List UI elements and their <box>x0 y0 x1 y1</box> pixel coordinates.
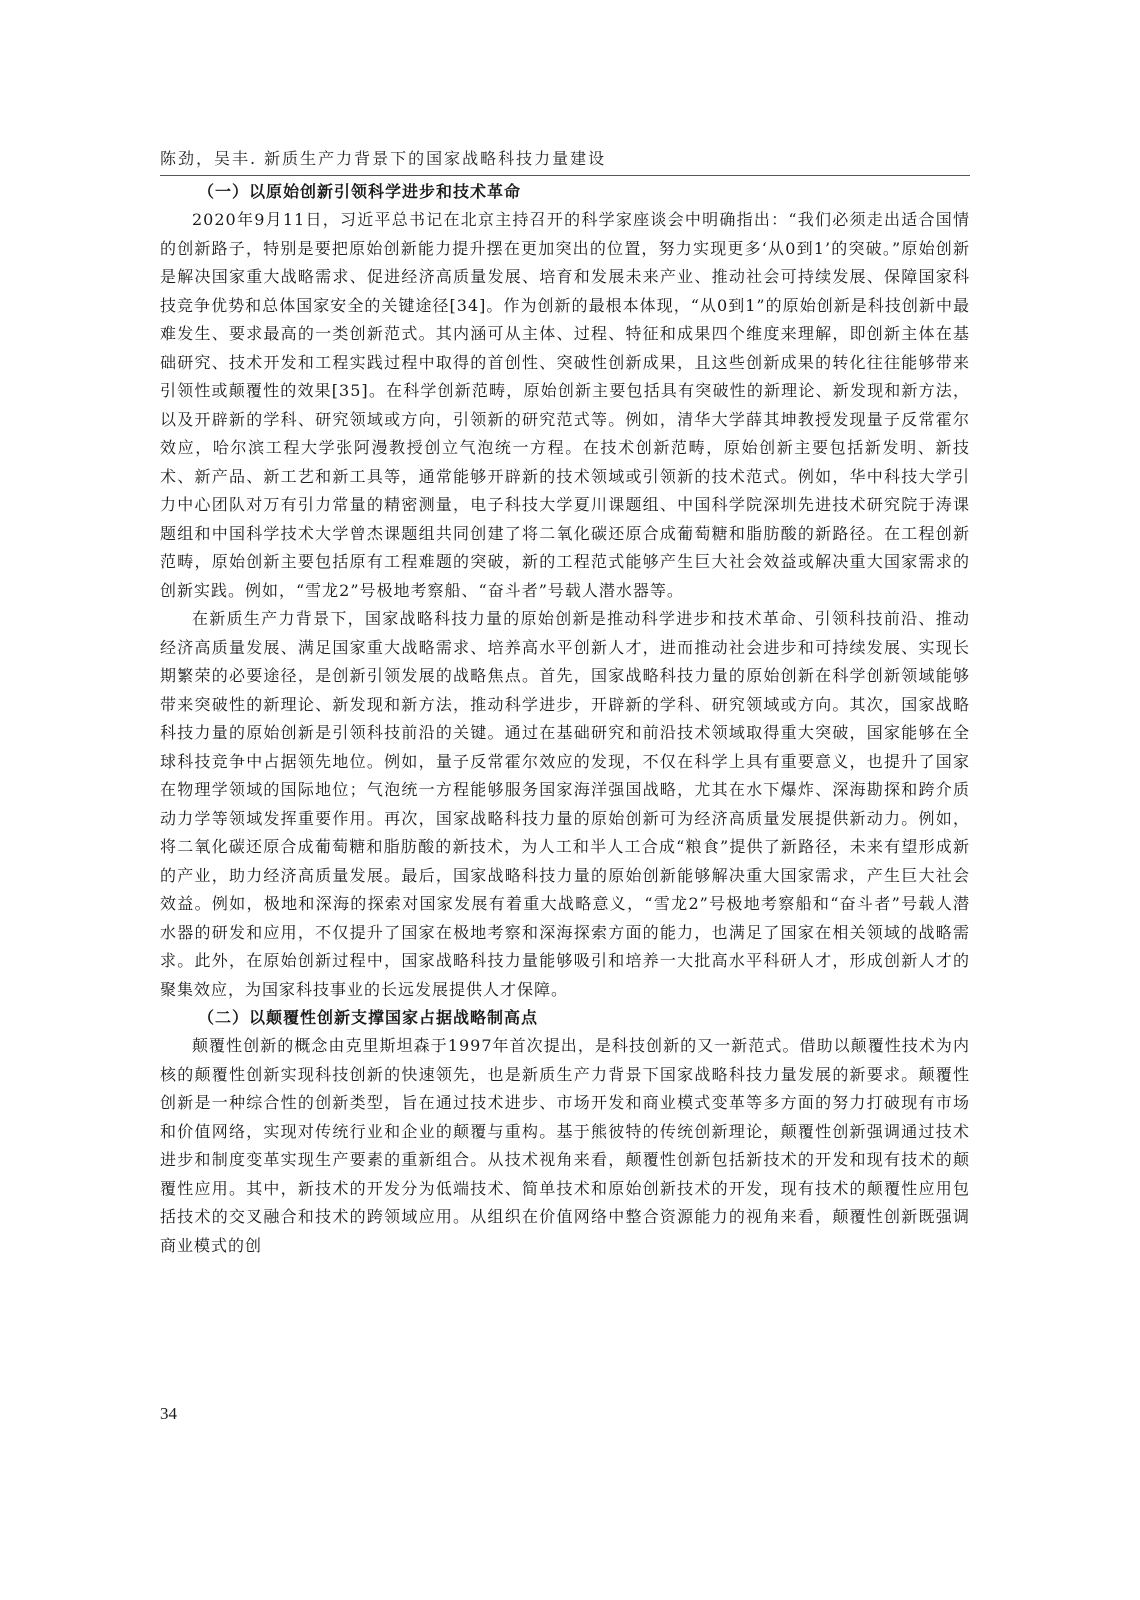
article-body <box>160 178 970 1260</box>
running-header: 陈劲，吴丰. 新质生产力背景下的国家战略科技力量建设 <box>160 149 607 168</box>
section-heading-2: （二）以颠覆性创新支撑国家占据战略制高点 <box>198 1008 539 1027</box>
section-heading-1: （一）以原始创新引领科学进步和技术革命 <box>198 182 522 201</box>
page-number: 34 <box>160 1404 177 1423</box>
paragraph: 颠覆性创新的概念由克里斯坦森于1997年首次提出，是科技创新的又一新范式。借助以颠覆性技术为内核的颠覆性创新实现科技创新的快速领先，也是新质生产力背景下国家战略科技力量发展的新要求。颠覆性创新是一种综合性的创新类型，旨在通过技术进步、市场开发和商业模式变革等多方面的努力打破现有市场和价值网络，实现对传统行业和企业的颠覆与重构。基于熊彼特的传统创新理论，颠覆性创新强调通过技术进步和制度变革实现生产要素的重新组合。从技术视角来看，颠覆性创新包括新技术的开发和现有技术的颠覆性应用。其中，新技术的开发分为低端技术、简单技术和原始创新技术的开发，现有技术的颠覆性应用包括技术的交叉融合和技术的跨领域应用。从组织在价值网络中整合资源能力的视角来看，颠覆性创新既强调商业模式的创 <box>160 1036 970 1255</box>
paragraph: 2020年9月11日，习近平总书记在北京主持召开的科学家座谈会中明确指出：“我们必须走出适合国情的创新路子，特别是要把原始创新能力提升摆在更加突出的位置，努力实现更多‘从0到1’的突破。”原始创新是解决国家重大战略需求、促进经济高质量发展、培育和发展未来产业、推动社会可持续发展、保障国家科技竞争优势和总体国家安全的关键途径[34]。作为创新的最根本体现，“从0到1”的原始创新是科技创新中最难发生、要求最高的一类创新范式。其内涵可从主体、过程、特征和成果四个维度来理解，即创新主体在基础研究、技术开发和工程实践过程中取得的首创性、突破性创新成果，且这些创新成果的转化往往能够带来引领性或颠覆性的效果[35]。在科学创新范畴，原始创新主要包括具有突破性的新理论、新发现和新方法，以及开辟新的学科、研究领域或方向，引领新的研究范式等。例如，清华大学薛其坤教授发现量子反常霍尔效应，哈尔滨工程大学张阿漫教授创立气泡统一方程。在技术创新范畴，原始创新主要包括新发明、新技术、新产品、新工艺和新工具等，通常能够开辟新的技术领域或引领新的技术范式。例如，华中科技大学引力中心团队对万有引力常量的精密测量，电子科技大学夏川课题组、中国科学院深圳先进技术研究院于涛课题组和中国科学技术大学曾杰课题组共同创建了将二氧化碳还原合成葡萄糖和脂肪酸的新路径。在工程创新范畴，原始创新主要包括原有工程难题的突破，新的工程范式能够产生巨大社会效益或解决重大国家需求的创新实践。例如，“雪龙2”号极地考察船、“奋斗者”号载人潜水器等。 <box>160 210 970 600</box>
paragraph: 在新质生产力背景下，国家战略科技力量的原始创新是推动科学进步和技术革命、引领科技前沿、推动经济高质量发展、满足国家重大战略需求、培养高水平创新人才，进而推动社会进步和可持续发展、实现长期繁荣的必要途径，是创新引领发展的战略焦点。首先，国家战略科技力量的原始创新在科学创新领域能够带来突破性的新理论、新发现和新方法，推动科学进步，开辟新的学科、研究领域或方向。其次，国家战略科技力量的原始创新是引领科技前沿的关键。通过在基础研究和前沿技术领域取得重大突破，国家能够在全球科技竞争中占据领先地位。例如，量子反常霍尔效应的发现，不仅在科学上具有重要意义，也提升了国家在物理学领域的国际地位；气泡统一方程能够服务国家海洋强国战略，尤其在水下爆炸、深海勘探和跨介质动力学等领域发挥重要作用。再次，国家战略科技力量的原始创新可为经济高质量发展提供新动力。例如，将二氧化碳还原合成葡萄糖和脂肪酸的新技术，为人工和半人工合成“粮食”提供了新路径，未来有望形成新的产业，助力经济高质量发展。最后，国家战略科技力量的原始创新能够解决重大国家需求，产生巨大社会效益。例如，极地和深海的探索对国家发展有着重大战略意义，“雪龙2”号极地考察船和“奋斗者”号载人潜水器的研发和应用，不仅提升了国家在极地考察和深海探索方面的能力，也满足了国家在相关领域的战略需求。此外，在原始创新过程中，国家战略科技力量能够吸引和培养一大批高水平科研人才，形成创新人才的聚集效应，为国家科技事业的长远发展提供人才保障。 <box>160 609 970 999</box>
header-rule <box>160 175 970 176</box>
